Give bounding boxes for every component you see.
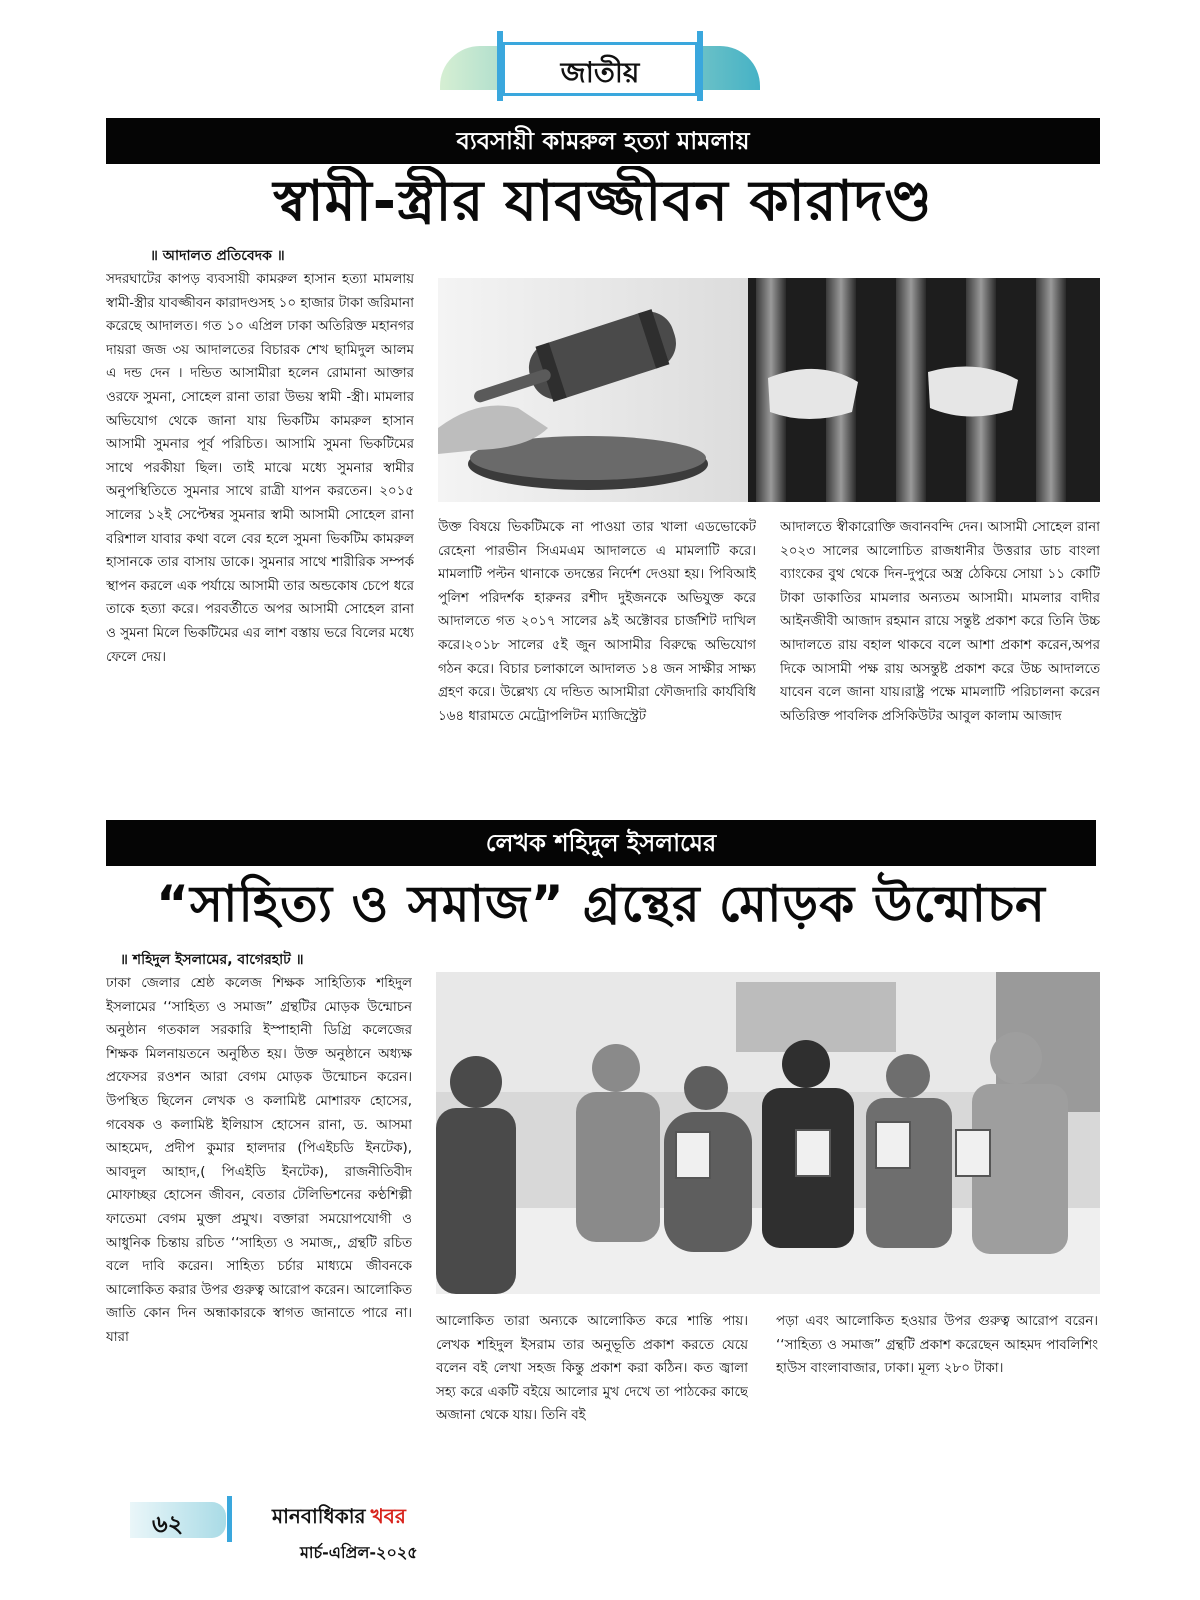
article2-headline: “সাহিত্য ও সমাজ” গ্রন্থের মোড়ক উন্মোচন <box>156 875 1046 933</box>
article2-kicker-banner: লেখক শহিদুল ইসলামের <box>106 820 1096 866</box>
section-tab-left-bar <box>497 31 503 101</box>
masthead-logo <box>272 1502 432 1532</box>
book-launch-group-photo <box>436 972 1100 1294</box>
article2-byline: ॥ শহিদুল ইসলামের, বাগেরহাট ॥ <box>120 952 304 968</box>
article2-photo-book-launch <box>436 972 1100 1294</box>
article1-column-3: আদালতে স্বীকারোক্তি জবানবন্দি দেন। আসামী সোহেল রানা ২০২৩ সালের আলোচিত রাজধানীর উত্তরার ডাচ বাংলা ব্যাংকের বুথ থেকে দিন-দুপুরে অস্ত্র ঠেকিয়ে সোয়া ১১ কোটি টাকা ডাকাতির মামলার অন্যতম আসামী। মামলার বাদীর আইনজীবী আজাদ রহমান রায়ে সন্তুষ্ট প্রকাশ করে তিনি উচ্চ আদালতে রায় বহাল থাকবে বলে আশা প্রকাশ করেন,অপর দিকে আসামী পক্ষ রায় অসন্তুষ্ট প্রকাশ করে উচ্চ আদালতে যাবেন বলে জানা যায়।রাষ্ট্র পক্ষে মামলাটি পরিচালনা করেন অতিরিক্ত পাবলিক প্রসিকিউটর আবুল কালাম আজাদ <box>780 520 1100 724</box>
gavel-jail-illustration <box>438 278 1100 502</box>
page-number-accent <box>227 1496 232 1542</box>
section-tab-right-bar <box>697 31 703 101</box>
article2-column-3: পড়া এবং আলোকিত হওয়ার উপর গুরুত্ব আরোপ বরেন। ‘‘সাহিত্য ও সমাজ” গ্রন্থটি প্রকাশ করেছেন আহমদ পাবলিশিং হাউস বাংলাবাজার, ঢাকা। মূল্য ২৮০ টাকা। <box>776 1314 1098 1377</box>
article2-column-2: আলোকিত তারা অন্যকে আলোকিত করে শান্তি পায়। লেখক শহিদুল ইসরাম তার অনুভূতি প্রকাশ করতে যেয়ে বলেন বই লেখা সহজ কিন্তু প্রকাশ করা কঠিন। কত জ্বালা সহ্য করে একটি বইয়ে আলোর মুখ দেখে তা পাঠকের কাছে অজানা থেকে যায়। তিনি বই <box>436 1314 748 1424</box>
page-number-tab <box>130 1496 240 1542</box>
article1-photo-gavel-and-bars <box>438 278 1100 502</box>
article2-column-1: ঢাকা জেলার শ্রেষ্ঠ কলেজ শিক্ষক সাহিত্যিক শহিদুল ইসলামের ‘‘সাহিত্য ও সমাজ” গ্রন্থটির মোড়ক উন্মোচন অনুষ্ঠান গতকাল সরকারি ইস্পাহানী ডিগ্রি কলেজের শিক্ষক মিলনায়তনে অনুষ্ঠিত হয়। উক্ত অনুষ্ঠানে অধ্যক্ষ প্রফেসর রওশন আরা বেগম মোড়ক উন্মোচন করেন। উপস্থিত ছিলেন লেখক ও কলামিষ্ট মোশারফ হোসের, গবেষক ও কলামিষ্ট ইলিয়াস হোসেন রানা, ড. আসমা আহমেদ, প্রদীপ কুমার হালদার (পিএইচডি ইনটেক), আবদুল আহাদ,( পিএইডি ইনটেক), রাজনীতিবীদ মোফাচ্ছর হোসেন জীবন, বেতার টেলিভিশনের কণ্ঠশিল্পী ফাতেমা বেগম মুক্তা প্রমুখ। বক্তারা সময়োপযোগী ও আধুনিক চিন্তায় রচিত ‘‘সাহিত্য ও সমাজ,, গ্রন্থটি রচিত বলে দাবি করেন। সাহিত্য চর্চার মাধ্যমে জীবনকে আলোকিত করার উপর গুরুত্ব আরোপ করেন। আলোকিত জাতি কোন দিন অন্ধাকারকে স্বাগত জানাতে পারে না। যারা <box>106 976 412 1345</box>
section-tab <box>440 38 760 102</box>
issue-date: মার্চ-এপ্রিল-২০২৫ <box>300 1543 418 1562</box>
article1-byline: ॥ আদালত প্রতিবেদক ॥ <box>150 248 285 264</box>
article1-kicker-banner: ব্যবসায়ী কামরুল হত্যা মামলায় <box>106 118 1100 164</box>
article1-headline: স্বামী-স্ত্রীর যাবজ্জীবন কারাদণ্ড <box>273 169 933 234</box>
article1-column-1: সদরঘাটের কাপড় ব্যবসায়ী কামরুল হাসান হত্যা মামলায় স্বামী-স্ত্রীর যাবজ্জীবন কারাদণ্ডসহ ১০ হাজার টাকা জরিমানা করেছে আদালত। গত ১০ এপ্রিল ঢাকা অতিরিক্ত মহানগর দায়রা জজ ৩য় আদালতের বিচারক শেখ ছামিদুল আলম এ দন্ড দেন । দন্ডিত আসামীরা হলেন রোমানা আক্তার ওরফে সুমনা, সোহেল রানা তারা উভয় স্বামী -স্ত্রী। মামলার অভিযোগ থেকে জানা যায় ভিকটিম কামরুল হাসান আসামী সুমনার পূর্ব পরিচিত। আসামি সুমনা ভিকটিমের সাথে পরকীয়া ছিল। তাই মাঝে মধ্যে সুমনার স্বামীর অনুপস্থিতিতে সুমনার সাথে রাত্রী যাপন করতেন। ২০১৫ সালের ১২ই সেপ্টেম্বর সুমনার স্বামী আসামী সোহেল রানা বরিশাল যাবার কথা বলে বের হলে সুমনা ভিকটিম কামরুল হাসানকে তার বাসায় ডাকে। সুমনার সাথে শারীরিক সম্পর্ক স্থাপন করলে এক পর্যায়ে আসামী তার অন্ডকোষ চেপে ধরে তাকে হত্যা করে। পরবর্তীতে অপর আসামী সোহেল রানা ও সুমনা মিলে ভিকটিমের এর লাশ বস্তায় ভরে বিলের মধ্যে ফেলে দেয়। <box>106 272 414 665</box>
section-tab-box <box>502 42 698 96</box>
section-label: জাতীয় <box>560 56 640 89</box>
masthead-part-2: খবর <box>370 1504 406 1528</box>
page-number: ৬২ <box>152 1510 184 1538</box>
article1-column-2: উক্ত বিষয়ে ভিকটিমকে না পাওয়া তার খালা এডভোকেট রেহেনা পারভীন সিএমএম আদালতে এ মামলাটি করে। মামলাটি পল্টন থানাকে তদন্তের নির্দেশ দেওয়া হয়। পিবিআই পুলিশ পরিদর্শক হারুনর রশীদ দুইজনকে অভিযুক্ত করে আদালতে গত ২০১৭ সালের ৯ই অক্টোবর চার্জশিট দাখিল করে।২০১৮ সালের ৫ই জুন আসামীর বিরুদ্ধে অভিযোগ গঠন করে। বিচার চলাকালে আদালত ১৪ জন সাক্ষীর সাক্ষ্য গ্রহণ করে। উল্লেখ্য যে দন্ডিত আসামীরা ফৌজদারি কার্যবিধি ১৬৪ ধারামতে মেট্রোপলিটন ম্যাজিস্ট্রেট <box>438 520 756 724</box>
masthead-part-1: মানবাধিকার <box>272 1504 366 1528</box>
